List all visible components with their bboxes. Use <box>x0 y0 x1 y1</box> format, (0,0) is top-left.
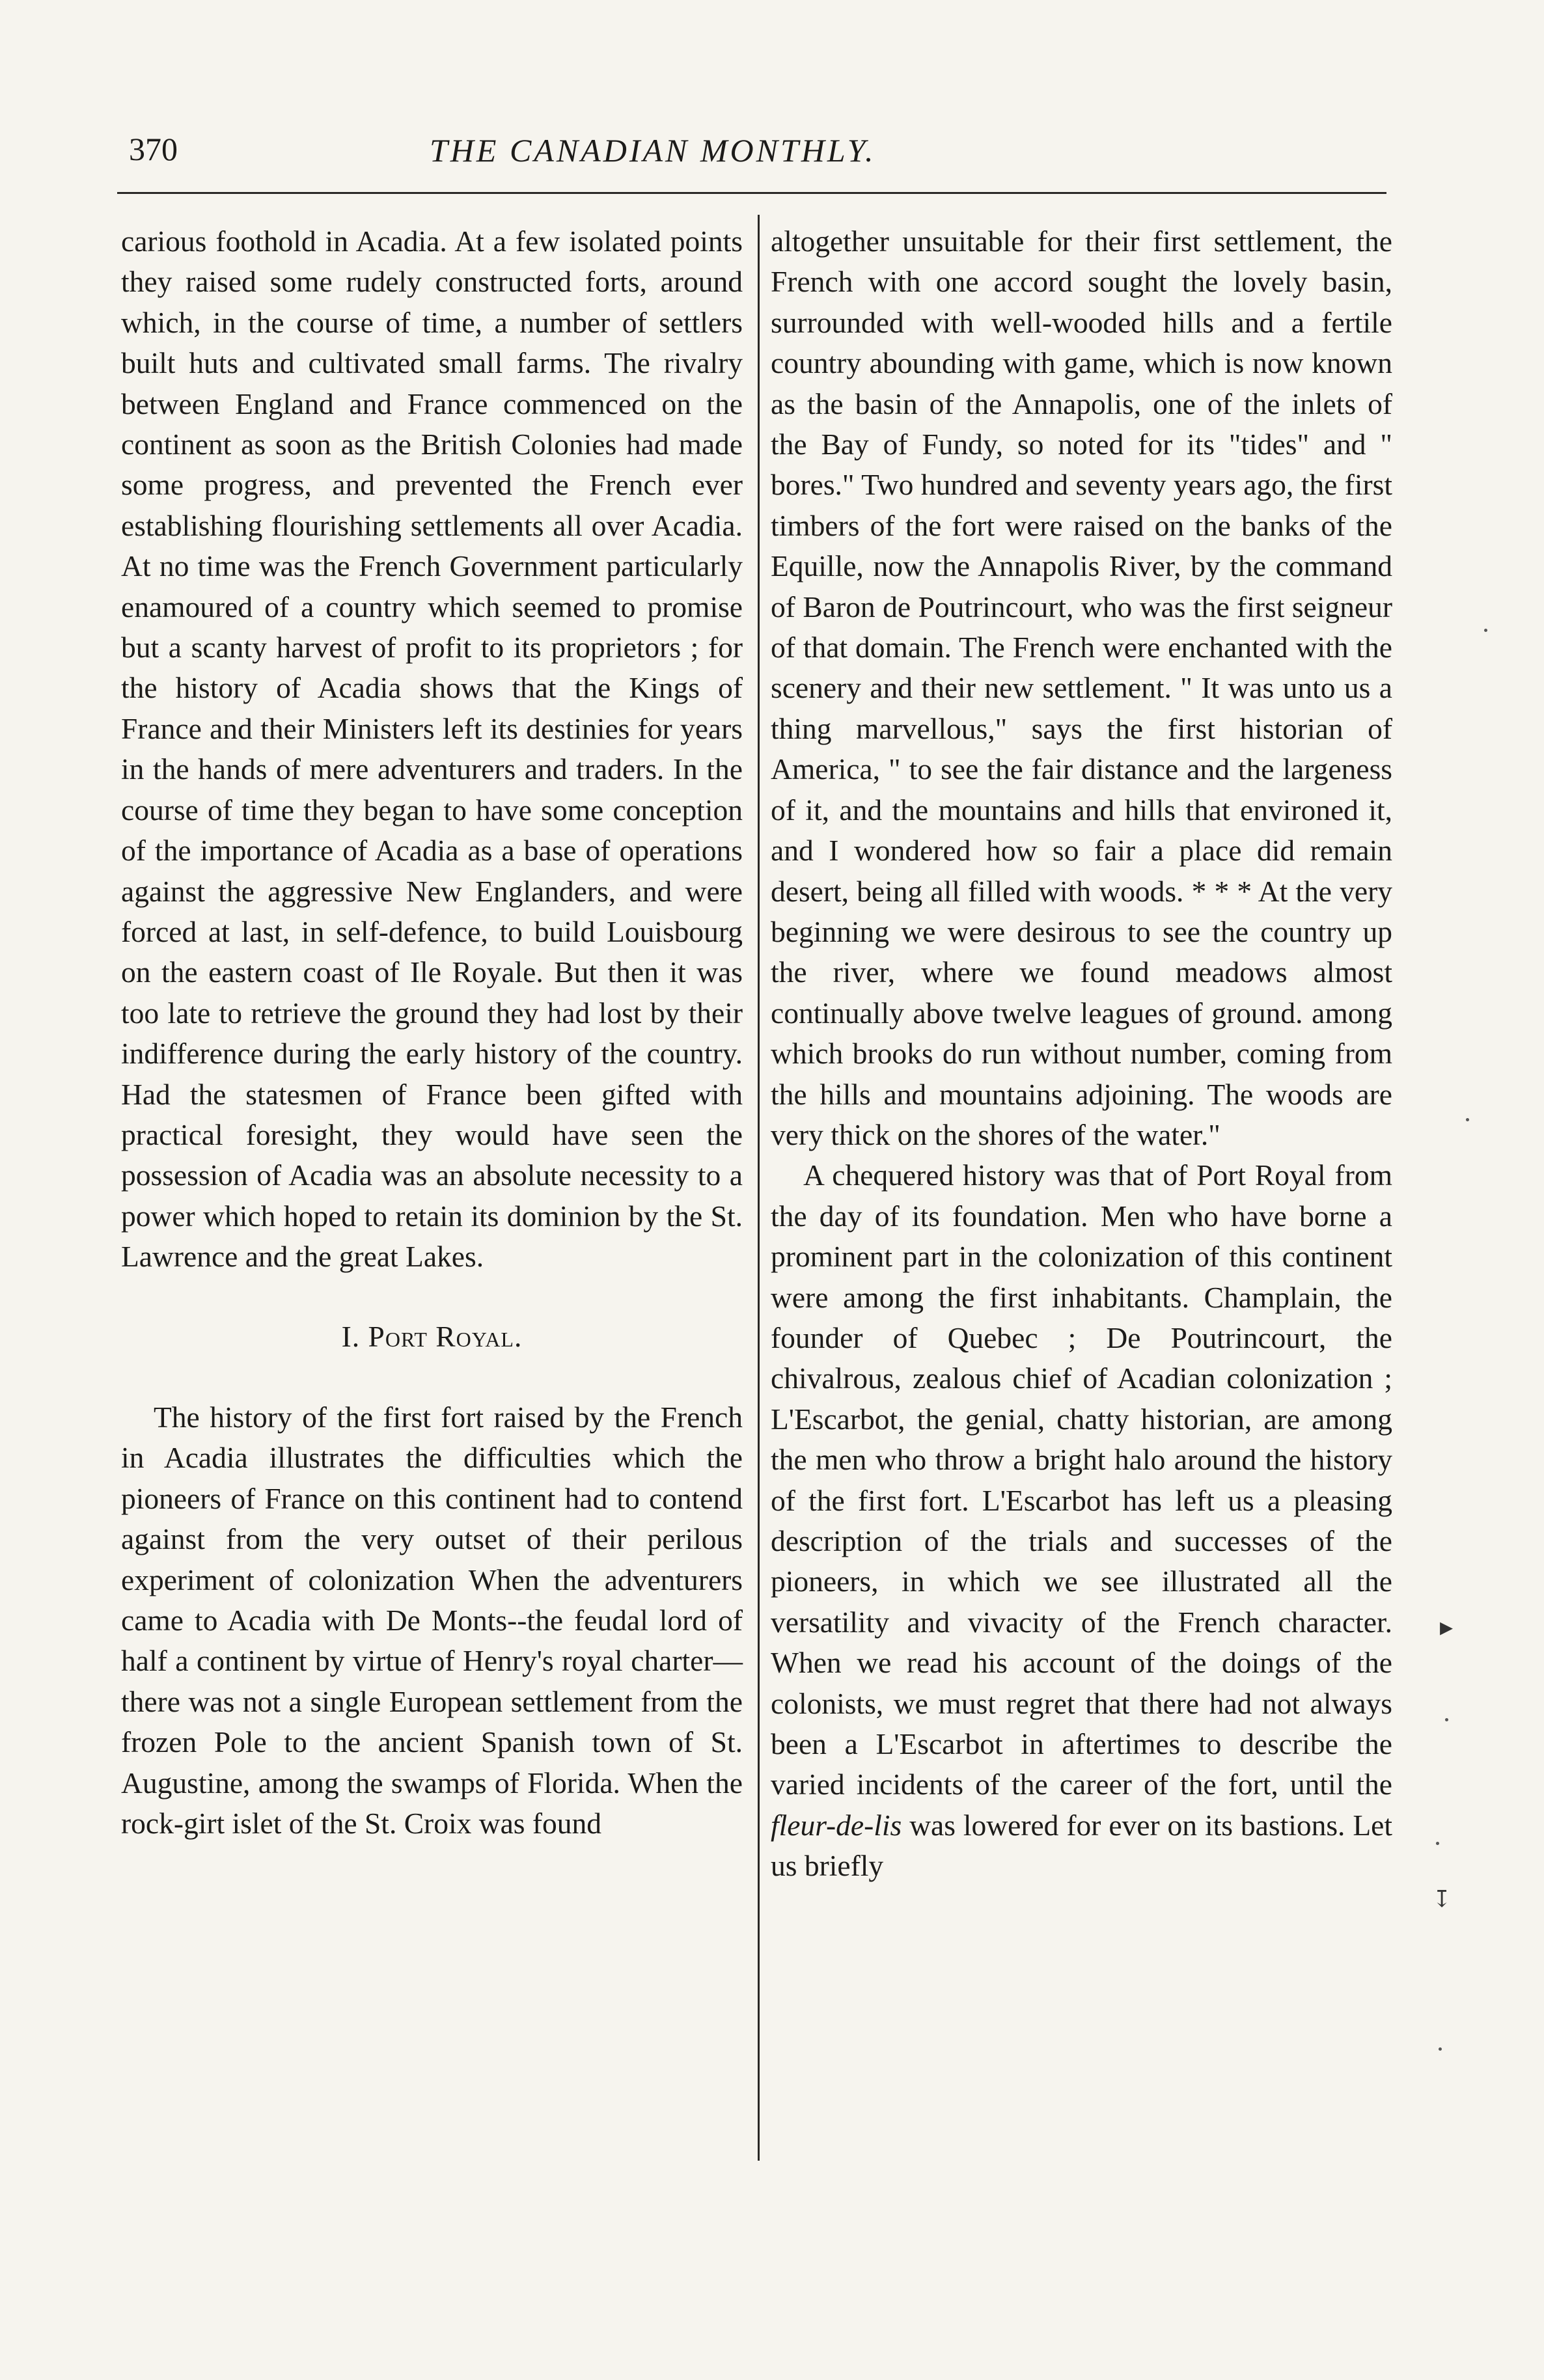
margin-mark-arrow: ▸ <box>1440 1612 1454 1641</box>
page-number: 370 <box>129 131 178 167</box>
left-paragraph-1: carious foothold in Acadia. At a few isolated points they raised some rudely constructed forts, around which, in the course of time, a number of settlers built huts and cultivated small farms. The rivalry between England and France commenced on the continent as soon as the British Colonies had made some progress, and prevented the French ever establishing flourishing settlements all over Acadia. At no time was the French Government particularly enamoured of a country which seemed to promise but a scanty harvest of profit to its proprietors ; for the history of Acadia shows that the Kings of France and their Ministers left its destinies for years in the hands of mere adventurers and traders. In the course of time they began to have some conception of the importance of Acadia as a base of operations against the aggressive New Englanders, and were forced at last, in self-defence, to build Louisbourg on the eastern coast of Ile Royale. But then it was too late to retrieve the ground they had lost by their indifference during the early history of the country. Had the statesmen of France been gifted with practical foresight, they would have seen the possession of Acadia was an absolute necessity to a power which hoped to retain its dominion by the St. Lawrence and the great Lakes. <box>121 225 743 1274</box>
margin-speck <box>1445 1718 1448 1721</box>
column-divider <box>758 215 760 2161</box>
left-paragraph-2: The history of the first fort raised by the French in Acadia illustrates the difficulties which the pioneers of France on this continent had to contend against from the very outset of their perilous experiment of colonization When the adventurers came to Acadia with De Monts--the feudal lord of half a continent by virtue of Henry's royal charter—there was not a single European settlement from the frozen Pole to the ancient Spanish town of St. Augustine, among the swamps of Florida. When the rock-girt islet of the St. Croix was found <box>121 1400 743 1840</box>
margin-speck <box>1439 2047 1442 2051</box>
header-rule <box>117 192 1386 194</box>
margin-speck <box>1436 1842 1439 1845</box>
fleur-de-lis-italic: fleur-de-lis <box>771 1808 902 1842</box>
running-head: THE CANADIAN MONTHLY. <box>430 132 876 169</box>
right-paragraph-2-text-b: was lowered for ever on its bastions. Let us briefly <box>771 1808 1392 1883</box>
right-paragraph-2 <box>771 1155 1392 1886</box>
right-column <box>771 221 1392 1887</box>
section-heading: I. Port Royal. <box>341 1319 523 1353</box>
margin-speck <box>1466 1118 1469 1121</box>
right-paragraph-1: altogether unsuitable for their first settlement, the French with one accord sought the lovely basin, surrounded with well-wooded hills and a fertile country abounding with game, which is now known as the basin of the Annapolis, one of the inlets of the Bay of Fundy, so noted for its "tides" and " bores." Two hundred and seventy years ago, the first timbers of the fort were raised on the banks of the Equille, now the Annapolis River, by the command of Baron de Poutrincourt, who was the first seigneur of that domain. The French were enchanted with the scenery and their new settlement. " It was unto us a thing marvellous," says the first historian of America, " to see the fair distance and the largeness of it, and the mountains and hills that environed it, and I wondered how so fair a place did remain desert, being all filled with woods. * * * At the very beginning we were desirous to see the country up the river, where we found meadows almost continually above twelve leagues of ground. among which brooks do run without number, coming from the hills and mountains adjoining. The woods are very thick on the shores of the water." <box>771 225 1392 1151</box>
right-paragraph-2-text-a: A chequered history was that of Port Royal from the day of its foundation. Men who have borne a prominent part in the colonization of this continent were among the first inhabitants. Champlain, the founder of Quebec ; De Poutrincourt, the chivalrous, zealous chief of Acadian colonization ; L'Escarbot, the genial, chatty historian, are among the men who throw a bright halo around the history of the first fort. L'Escarbot has left us a pleasing description of the trials and successes of the pioneers, in which we see illustrated all the versatility and vivacity of the French character. When we read his account of the doings of the colonists, we must regret that there had not always been a L'Escarbot in aftertimes to describe the varied incidents of the career of the fort, until the <box>771 1158 1392 1801</box>
margin-speck <box>1484 629 1487 632</box>
left-column <box>121 221 743 1844</box>
margin-mark-tick: ↧ <box>1432 1886 1452 1912</box>
